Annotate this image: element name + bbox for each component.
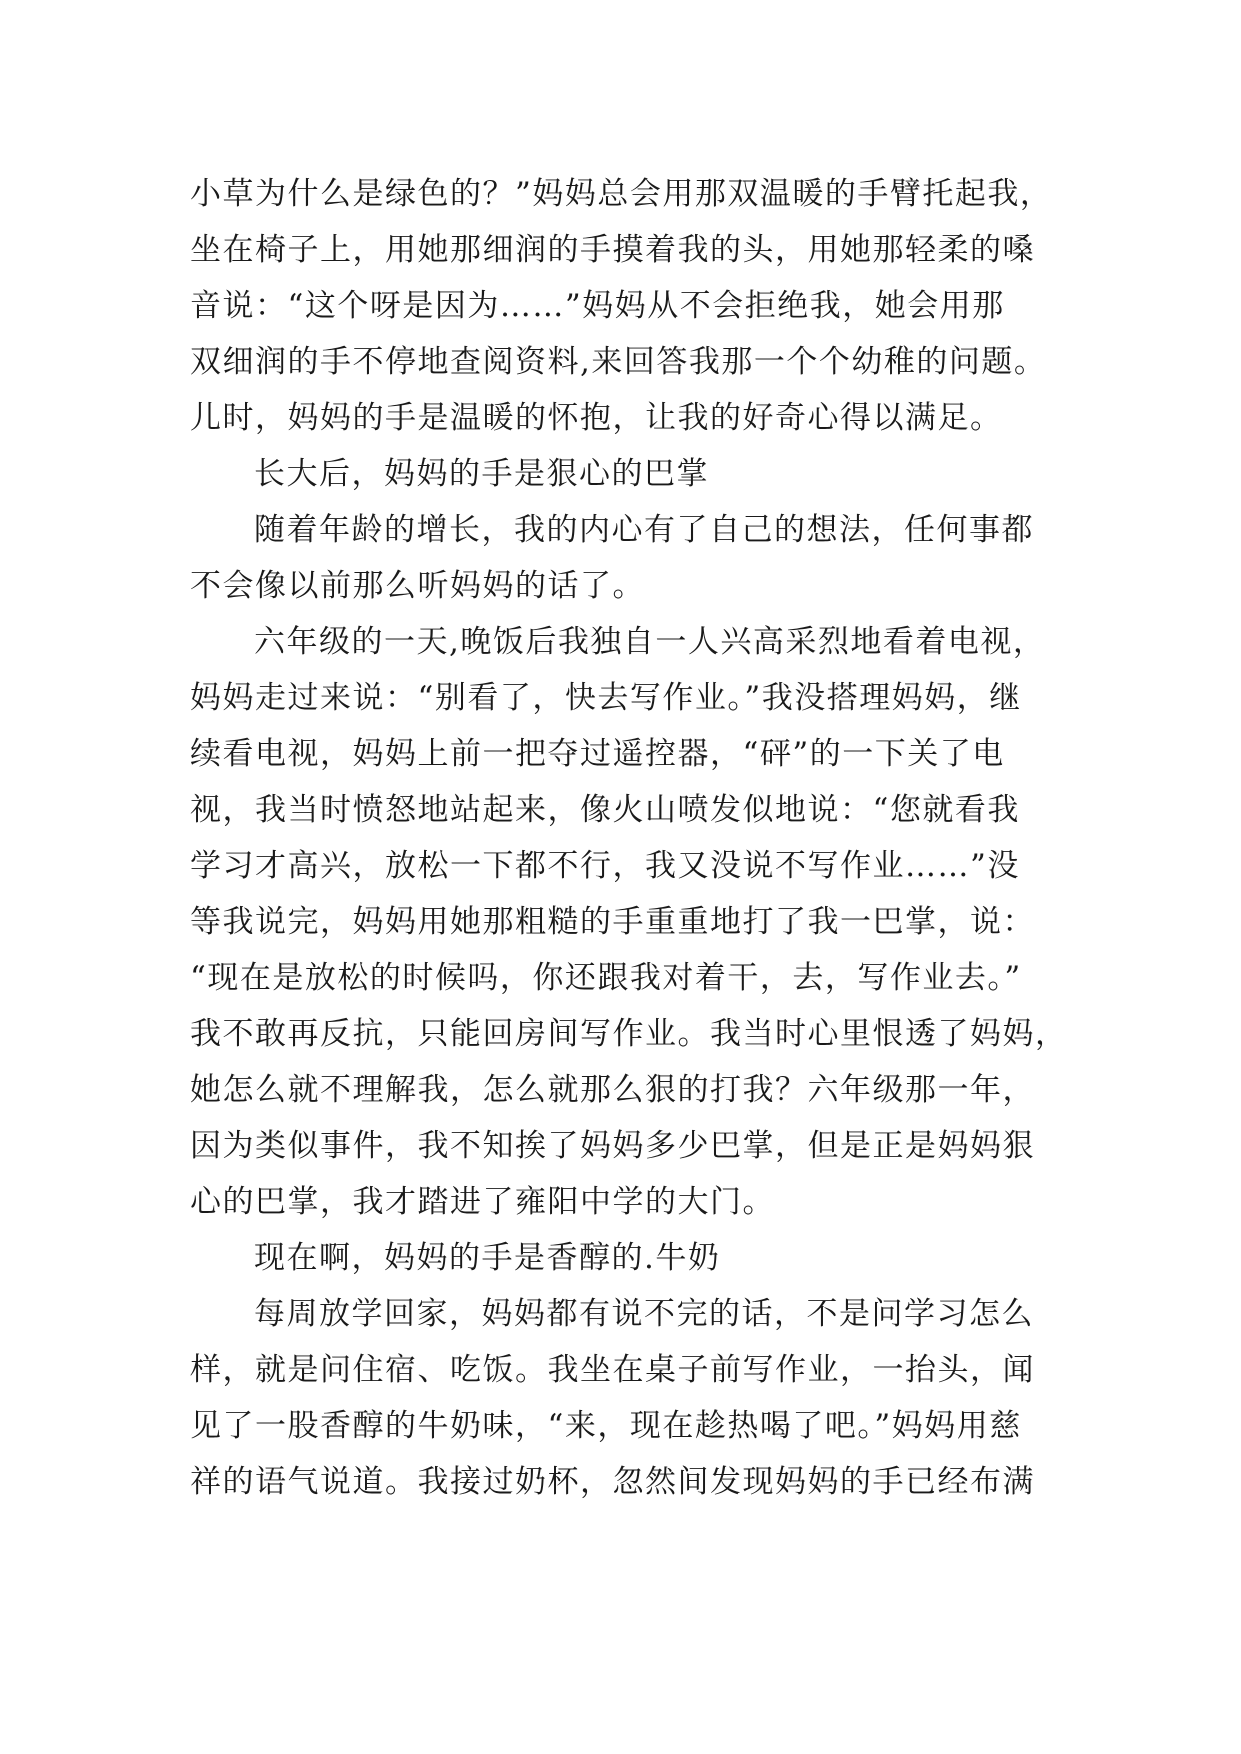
text-line: 心的巴掌，我才踏进了雍阳中学的大门。 <box>190 1184 775 1220</box>
text-line: 我不敢再反抗，只能回房间写作业。我当时心里恨透了妈妈， <box>190 1016 1068 1052</box>
text-line: 妈妈走过来说：“别看了，快去写作业。”我没搭理妈妈，继 <box>190 680 1022 716</box>
text-line: 音说：“这个呀是因为……”妈妈从不会拒绝我，她会用那 <box>190 288 1005 324</box>
text-line: 样，就是问住宿、吃饭。我坐在桌子前写作业，一抬头，闻 <box>190 1352 1035 1388</box>
text-line: 每周放学回家，妈妈都有说不完的话，不是问学习怎么 <box>254 1296 1034 1332</box>
text-line: 因为类似事件，我不知挨了妈妈多少巴掌，但是正是妈妈狠 <box>190 1128 1035 1164</box>
text-line: 学习才高兴，放松一下都不行，我又没说不写作业……”没 <box>190 848 1020 884</box>
text-line: 随着年龄的增长，我的内心有了自己的想法，任何事都 <box>254 512 1034 548</box>
section-heading: 长大后，妈妈的手是狠心的巴掌 <box>254 456 709 492</box>
text-line: 她怎么就不理解我，怎么就那么狠的打我？六年级那一年， <box>190 1072 1035 1108</box>
text-line: 等我说完，妈妈用她那粗糙的手重重地打了我一巴掌，说： <box>190 904 1035 940</box>
text-line: 续看电视，妈妈上前一把夺过遥控器，“砰”的一下关了电 <box>190 736 1005 772</box>
text-line: 六年级的一天,晚饭后我独自一人兴高采烈地看着电视， <box>254 624 1046 660</box>
text-line: 小草为什么是绿色的？”妈妈总会用那双温暖的手臂托起我， <box>190 176 1053 212</box>
text-line: 不会像以前那么听妈妈的话了。 <box>190 568 645 604</box>
text-line: 见了一股香醇的牛奶味，“来，现在趁热喝了吧。”妈妈用慈 <box>190 1408 1022 1444</box>
text-line: 祥的语气说道。我接过奶杯，忽然间发现妈妈的手已经布满 <box>190 1464 1035 1500</box>
text-line: 视，我当时愤怒地站起来，像火山喷发似地说：“您就看我 <box>190 792 1020 828</box>
text-line: “现在是放松的时候吗，你还跟我对着干，去，写作业去。” <box>190 960 1022 996</box>
document-body <box>190 166 1068 1510</box>
text-line: 双细润的手不停地查阅资料,来回答我那一个个幼稚的问题。 <box>190 344 1047 380</box>
text-line: 儿时，妈妈的手是温暖的怀抱，让我的好奇心得以满足。 <box>190 400 1003 436</box>
section-heading: 现在啊，妈妈的手是香醇的.牛奶 <box>254 1240 721 1276</box>
text-line: 坐在椅子上，用她那细润的手摸着我的头，用她那轻柔的嗓 <box>190 232 1035 268</box>
